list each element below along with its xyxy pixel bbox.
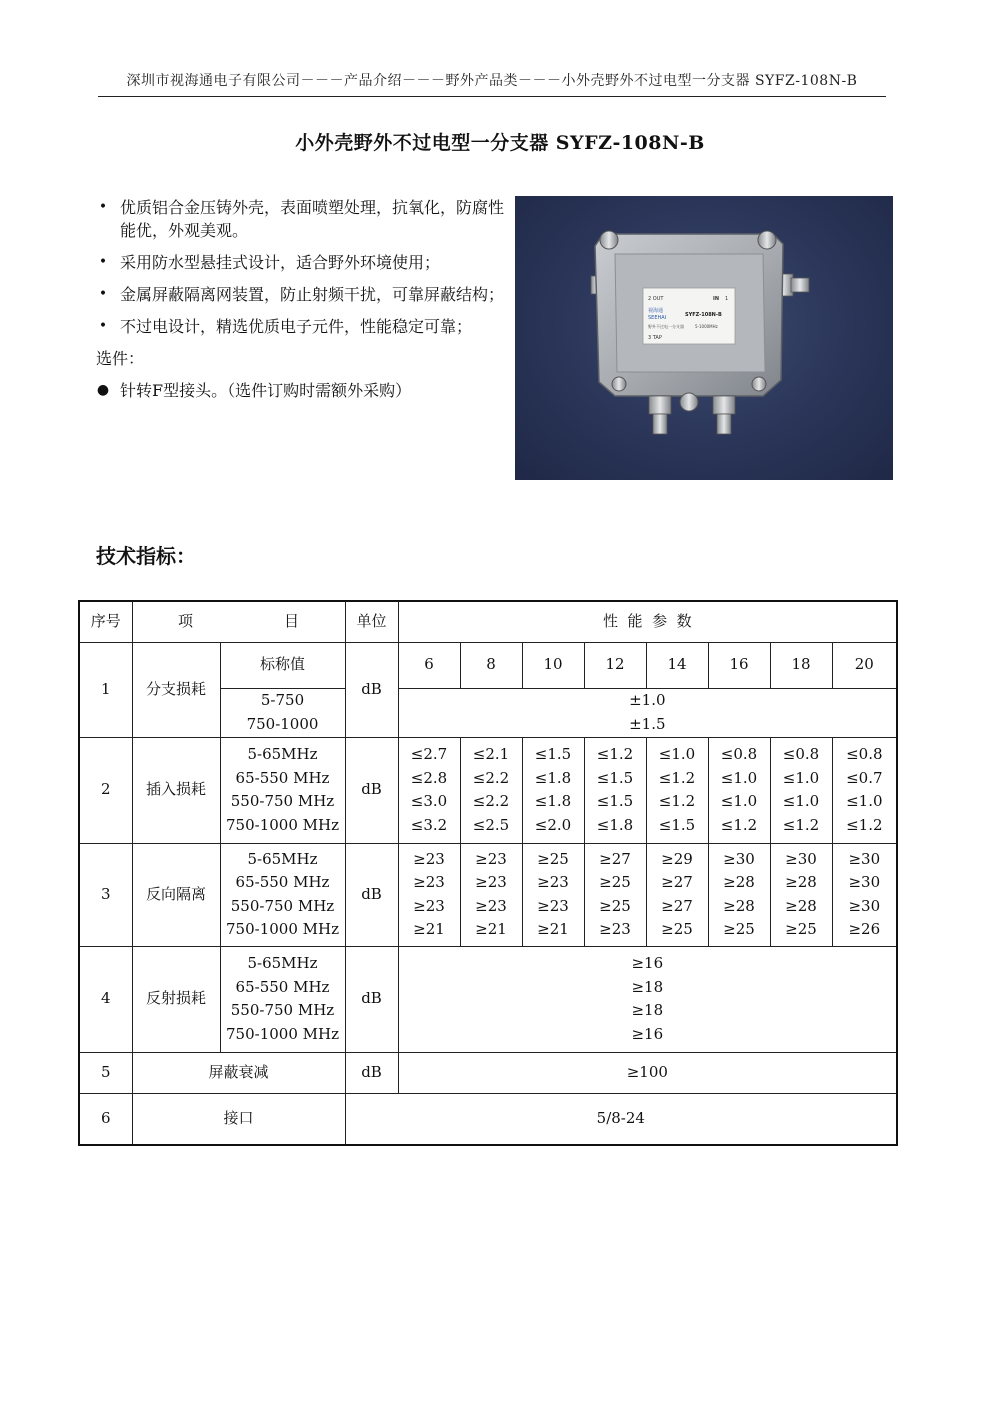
model-label: SYFZ-108N-B	[685, 312, 722, 318]
value: ≥29	[661, 849, 693, 868]
value: ≥28	[723, 873, 755, 891]
freq-cell	[220, 737, 345, 843]
optional-label: 选件：	[96, 349, 145, 368]
value: ≤0.7	[846, 768, 883, 787]
value: ±1.5	[629, 714, 666, 733]
feature-item	[96, 196, 506, 242]
nominal-value: 16	[708, 642, 770, 688]
nominal-value: 10	[522, 642, 584, 688]
value-cell	[584, 843, 646, 946]
freq-range: 5-65MHz	[247, 745, 318, 763]
desc-label: 野外不过电一分支器	[648, 324, 684, 329]
bottom-right-bolt	[752, 377, 766, 391]
value-cell	[460, 843, 522, 946]
port-in-number: 1	[725, 296, 729, 302]
brand-en: SEEHAI	[648, 315, 667, 321]
header-item	[132, 601, 345, 642]
value-cell	[460, 737, 522, 843]
value-cell	[522, 843, 584, 946]
freq-range: 550-750 MHz	[230, 1001, 335, 1019]
value: ≤1.2	[782, 815, 820, 834]
bottom-center-bolt	[680, 393, 698, 411]
value-cell	[832, 843, 897, 946]
freq-range: 65-550 MHz	[235, 768, 330, 787]
bottom-right-connector	[713, 396, 735, 434]
value: ≤1.8	[534, 768, 572, 787]
page-header-breadcrumb: 深圳市视海通电子有限公司－－－产品介绍－－－野外产品类－－－小外壳野外不过电型一分支器 SYFZ-108N-B	[126, 73, 858, 89]
value: ≥23	[475, 873, 507, 891]
table-row	[79, 642, 897, 688]
value: ≤0.8	[846, 745, 883, 763]
value: ≥28	[785, 873, 817, 891]
nominal-label: 标称值	[220, 642, 345, 688]
nominal-value: 18	[770, 642, 832, 688]
header-item-b: 目	[283, 612, 299, 630]
row-no: 6	[79, 1093, 132, 1145]
row-name: 屏蔽衰减	[132, 1052, 345, 1093]
freq-range: 750-1000 MHz	[226, 920, 339, 938]
nominal-value: 12	[584, 642, 646, 688]
table-row	[79, 1093, 897, 1145]
value: ±1.0	[629, 691, 666, 709]
port-tap-label: 3 TAP	[648, 335, 662, 341]
value: ≥28	[723, 896, 755, 915]
freq-range: 5-65MHz	[247, 849, 318, 868]
value: ≤1.2	[720, 815, 758, 834]
row-unit: dB	[345, 642, 398, 737]
value-cell	[708, 737, 770, 843]
value-cell	[522, 737, 584, 843]
value: ≤1.8	[596, 815, 634, 834]
feature-text: 不过电设计，精选优质电子元件，性能稳定可靠；	[120, 317, 473, 336]
value: ≤1.0	[720, 792, 758, 810]
nominal-value: 6	[398, 642, 460, 688]
value: ≤1.2	[658, 768, 696, 787]
optional-item	[96, 379, 506, 402]
value-cell	[398, 737, 460, 843]
document-title: 小外壳野外不过电型一分支器 SYFZ-108N-B	[295, 132, 705, 154]
bullet-icon: •	[98, 318, 108, 334]
value: ≥26	[848, 920, 881, 938]
value: ≥16	[631, 1024, 664, 1043]
nominal-value: 14	[646, 642, 708, 688]
feature-item	[96, 251, 506, 274]
value: ≥25	[599, 873, 631, 891]
value: ≥30	[848, 896, 881, 915]
value: ≤2.5	[472, 815, 510, 834]
top-left-bolt	[600, 231, 618, 249]
feature-text: 金属屏蔽隔离网装置，防止射频干扰，可靠屏蔽结构；	[120, 285, 505, 304]
value: ≤1.2	[658, 792, 696, 810]
table-row	[79, 737, 897, 843]
row-name: 反射损耗	[132, 946, 220, 1052]
value: ≤1.5	[596, 792, 634, 810]
table-row	[79, 843, 897, 946]
freq-range: 750-1000	[246, 714, 319, 733]
freq-range: 5-750	[260, 691, 305, 709]
value: ≤3.2	[410, 815, 448, 834]
value: ≥25	[785, 920, 817, 938]
freq-cell	[220, 688, 345, 737]
freq-range: 750-1000 MHz	[226, 1024, 339, 1043]
feature-item	[96, 283, 506, 306]
value: ≥23	[413, 873, 445, 891]
value: ≥27	[661, 896, 693, 915]
value: ≤1.5	[534, 745, 572, 763]
row-value: 5/8-24	[345, 1093, 897, 1145]
feature-text: 采用防水型悬挂式设计，适合野外环境使用；	[120, 253, 441, 272]
value: ≤2.7	[410, 745, 448, 763]
value: ≥30	[785, 849, 817, 868]
freq-range: 5-65MHz	[247, 954, 318, 972]
row-unit: dB	[345, 737, 398, 843]
value: ≤1.0	[782, 768, 820, 787]
row-name: 分支损耗	[132, 642, 220, 737]
value: ≥18	[631, 977, 664, 996]
bullet-icon: ●	[96, 382, 110, 398]
value: ≤1.0	[782, 792, 820, 810]
value: ≤2.2	[472, 768, 510, 787]
bottom-left-bolt	[612, 377, 626, 391]
value: ≥30	[723, 849, 755, 868]
value: ≤1.0	[846, 792, 883, 810]
value: ≥23	[537, 896, 569, 915]
value-cell	[398, 843, 460, 946]
value: ≤1.0	[658, 745, 696, 763]
value: ≥28	[785, 896, 817, 915]
freq-range: 750-1000 MHz	[226, 815, 339, 834]
freq-label: 5-1000MHz	[695, 324, 718, 329]
value: ≥21	[413, 920, 445, 938]
value-cell	[708, 843, 770, 946]
value: ≥25	[661, 920, 693, 938]
table-header-row	[79, 601, 897, 642]
value: ≤0.8	[720, 745, 758, 763]
bullet-icon: •	[98, 286, 108, 302]
value-cell	[646, 843, 708, 946]
port-out-label: 2 OUT	[648, 296, 664, 302]
table-row	[79, 1052, 897, 1093]
bottom-left-connector	[649, 396, 671, 434]
value: ≤2.2	[472, 792, 510, 810]
value: ≤1.8	[534, 792, 572, 810]
freq-range: 550-750 MHz	[230, 896, 335, 915]
header-item-a: 项	[177, 612, 193, 630]
bullet-icon: •	[98, 254, 108, 270]
value: ≥25	[723, 920, 755, 938]
table-row	[79, 946, 897, 1052]
row-unit: dB	[345, 946, 398, 1052]
row-no: 5	[79, 1052, 132, 1093]
row-value: ≥100	[398, 1052, 897, 1093]
top-right-bolt	[758, 231, 776, 249]
feature-list	[96, 196, 506, 411]
nominal-value: 8	[460, 642, 522, 688]
row-name: 插入损耗	[132, 737, 220, 843]
value: ≥30	[848, 873, 881, 891]
value: ≥23	[475, 896, 507, 915]
bullet-icon: •	[98, 199, 108, 215]
row-unit: dB	[345, 1052, 398, 1093]
port-in-label: IN	[713, 296, 720, 302]
freq-cell	[220, 946, 345, 1052]
freq-cell	[220, 843, 345, 946]
value: ≥21	[537, 920, 569, 938]
header-no: 序号	[79, 601, 132, 642]
value-cell	[770, 843, 832, 946]
freq-range: 550-750 MHz	[230, 792, 335, 810]
row-unit: dB	[345, 843, 398, 946]
product-photo	[515, 196, 893, 480]
value: ≥23	[413, 896, 445, 915]
value: ≤2.1	[472, 745, 510, 763]
merged-values	[398, 946, 897, 1052]
header-unit: 单位	[345, 601, 398, 642]
section-title: 技术指标：	[96, 544, 196, 568]
row-no: 1	[79, 642, 132, 737]
value: ≤1.0	[720, 768, 758, 787]
value: ≤1.5	[596, 768, 634, 787]
value: ≥30	[848, 849, 881, 868]
merged-values	[398, 688, 897, 737]
row-no: 3	[79, 843, 132, 946]
value: ≥27	[661, 873, 693, 891]
value: ≤2.8	[410, 768, 448, 787]
value: ≥16	[631, 954, 664, 972]
value: ≤1.5	[658, 815, 696, 834]
spec-table	[78, 600, 898, 1146]
value: ≥23	[475, 849, 507, 868]
value: ≥18	[631, 1001, 664, 1019]
row-name: 接口	[132, 1093, 345, 1145]
value-cell	[584, 737, 646, 843]
feature-item	[96, 315, 506, 338]
nominal-value: 20	[832, 642, 897, 688]
value: ≤1.2	[846, 815, 883, 834]
value: ≥23	[537, 873, 569, 891]
feature-text: 优质铝合金压铸外壳，表面喷塑处理，抗氧化，防腐性能优，外观美观。	[120, 198, 505, 240]
freq-range: 65-550 MHz	[235, 977, 330, 996]
value: ≥25	[537, 849, 569, 868]
value: ≥27	[599, 849, 631, 868]
value: ≥23	[599, 920, 631, 938]
header-performance: 性 能 参 数	[398, 601, 897, 642]
header-rule	[98, 96, 886, 97]
value: ≤2.0	[534, 815, 572, 834]
value: ≤3.0	[410, 792, 448, 810]
value-cell	[770, 737, 832, 843]
value-cell	[832, 737, 897, 843]
value-cell	[646, 737, 708, 843]
brand-cn: 视海通	[648, 308, 664, 314]
row-no: 4	[79, 946, 132, 1052]
row-name: 反向隔离	[132, 843, 220, 946]
value: ≥25	[599, 896, 631, 915]
value: ≤1.2	[596, 745, 634, 763]
optional-text: 针转F型接头。（选件订购时需额外采购）	[120, 381, 412, 400]
row-no: 2	[79, 737, 132, 843]
freq-range: 65-550 MHz	[235, 873, 330, 891]
value: ≤0.8	[782, 745, 820, 763]
value: ≥23	[413, 849, 445, 868]
splitter-illustration	[515, 196, 893, 480]
value: ≥21	[475, 920, 507, 938]
